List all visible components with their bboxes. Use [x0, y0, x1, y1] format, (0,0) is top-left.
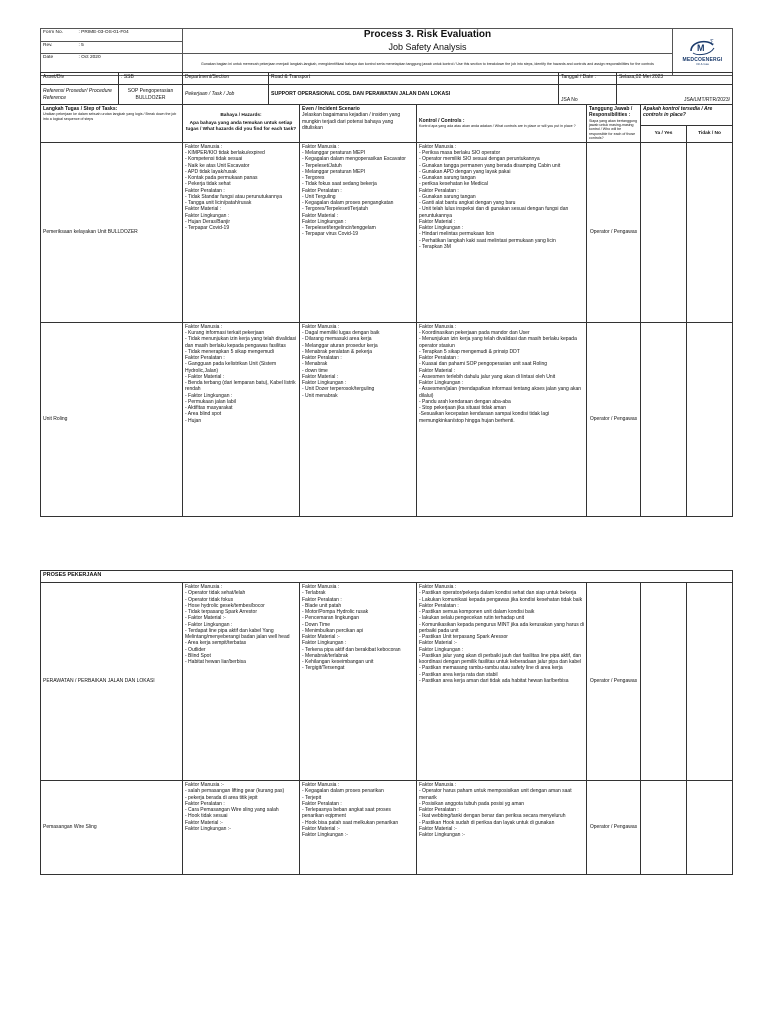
cell-line: Faktor Lingkungan :	[302, 380, 347, 387]
cell-line: - Kegagalan dalam proses pengangkatan	[302, 200, 394, 207]
cell-line: Faktor Peralatan :	[185, 355, 225, 362]
jsa-label: JSA No	[559, 85, 617, 105]
cell-line: - Ikat webbing/tanki dengan benar dan periksa secara menyeluruh	[419, 813, 566, 820]
cell-line: - periksa kesehatan ke Medical	[419, 181, 488, 188]
cell-line: - Terapkan 5 sikap mengemudi & prinsip DDT	[419, 348, 520, 355]
cell-line: - Lakukan komunikasi kepada pengawas jika kondisi kesehatan tidak baik	[419, 596, 583, 603]
dept-value: Road & Transport	[269, 73, 559, 85]
jsa-value: JSA/LMT/RTR/2023/	[617, 85, 733, 105]
rev-value: : 5	[77, 42, 183, 54]
cell-line: - Tidak fokus saat sedang bekerja	[302, 181, 377, 188]
cell-line: Faktor Manusia :	[185, 323, 223, 330]
cell-line: - Faktor Lingkungan :	[185, 621, 233, 628]
cell-line: - Blade unit patah	[302, 602, 342, 609]
cell-line: - Melanggar aturan prosedur kerja	[302, 342, 378, 349]
col-yes-header: Ya / Yes	[641, 126, 687, 143]
resp-cell: Operator / Pengawas	[587, 322, 641, 516]
col-in-place-header: Apakah kontrol tersedia / Are controls in place?	[641, 105, 733, 126]
controls-cell	[417, 142, 587, 322]
cell-line: - Operator tidak sehat/lelah	[185, 590, 246, 597]
cell-line: - Faktor Material :-	[185, 615, 226, 622]
cell-line: Faktor Material :-	[419, 825, 457, 832]
cell-line: Faktor Material :	[185, 206, 222, 213]
ref-value: SOP Pengoperasian BULLDOZER	[119, 85, 183, 105]
cell-line: - lakukan selalu pengecekan rutin terhadap unit	[419, 615, 525, 622]
cell-line: - Kurang informasi terkait pekerjaan	[185, 330, 265, 337]
cell-line: - Ganti alat bantu angkat dengan yang baru	[419, 200, 516, 207]
cell-line: Faktor Manusia :	[419, 584, 457, 590]
yes-checkbox-cell[interactable]	[641, 322, 687, 516]
cell-line: Faktor Lingkungan :-	[302, 832, 348, 838]
intro-text: Gunakan bagian ini untuk memecah pekerjaan menjadi langkah-langkah, mengidentifikasi bahaya dan kontrol serta menetapkan tanggung jawab untuk kontrol / Use this section to breakdown the job into steps, identify the hazards and controls and assign responsibilities for the controls	[183, 53, 673, 75]
controls-cell	[417, 781, 587, 875]
cell-line: - Gangguan pada kelistrikan Unit (Sistem Hydrolic,Jalan)	[185, 361, 278, 374]
cell-line: Faktor Peralatan :	[185, 187, 225, 194]
yes-checkbox-cell[interactable]	[641, 583, 687, 781]
cell-line: - Unit Terguling	[302, 193, 336, 200]
cell-line: Faktor Lingkungan :	[419, 646, 464, 653]
cell-line: - Terpeleset/Jatuh	[302, 162, 342, 169]
cell-line: - Kegagalan dalam mengoperasikan Escavator	[302, 156, 406, 163]
cell-line: Faktor Manusia :	[419, 143, 457, 150]
cell-line: Faktor Material :	[302, 373, 339, 380]
cell-line: - Unit Dozer terperosok/terguling	[302, 386, 375, 393]
cell-line: Faktor Manusia :	[185, 143, 223, 150]
cell-line: - Down Time	[302, 621, 331, 628]
date-value: : Oct 2020	[77, 53, 183, 75]
cell-line: Faktor Lingkungan :	[302, 218, 347, 225]
cell-line: - KIMPER/KIO tidak berlaku/expired	[185, 150, 265, 157]
col-hazards-header	[183, 105, 300, 143]
cell-line: - Pencemaran lingkungan	[302, 615, 359, 622]
resp-cell: Operator / Pengawas	[587, 142, 641, 322]
cell-line: - Unit telah lulus inspeksi dan di gunakan sesuai dengan fungsi dan peruntukannya	[419, 206, 570, 219]
no-checkbox-cell[interactable]	[687, 142, 733, 322]
cell-line: - Pastikan Hook sudah di periksa dan layak untuk di gunakan	[419, 819, 555, 826]
cell-line: - Menabrak/terlabrak	[302, 652, 349, 659]
task-label: Pekerjaan / Task / Job	[183, 85, 269, 105]
cell-line: Faktor Lingkungan :-	[419, 832, 465, 838]
cell-line: - Tidak menunjukan izin kerja yang telah divalidasi dan masih berlaku kepada pengawas fasilitas	[185, 336, 298, 349]
cell-line: - Pastikan Unit terpasang Spark Aressor	[419, 634, 508, 640]
no-checkbox-cell[interactable]	[687, 781, 733, 875]
hazards-title: Bahaya / Hazards:	[220, 113, 262, 119]
cell-line: - Kompetensi tidak sesuai	[185, 156, 243, 163]
cell-line: Faktor Peralatan :	[419, 807, 459, 813]
ref-label: Referensi Prosedur/ Procedure Reference	[41, 85, 119, 105]
cell-line: - Gunakan tangga permanen yang berada disamping Cabin unit	[419, 162, 561, 169]
cell-line: - Terjepit	[302, 794, 322, 801]
cell-line: Faktor Lingkungan :	[185, 212, 230, 219]
cell-line: Faktor Material :-	[302, 825, 340, 832]
cell-line: - Tergores	[302, 175, 325, 182]
cell-line: - Terkena pipa aktif dan berakibat kebocoran	[302, 646, 401, 653]
cell-line: - Pastikan operator/pekerja dalam kondisi sehat dan siap untuk bekerja	[419, 590, 577, 597]
info-table	[40, 72, 733, 105]
table-row	[41, 781, 733, 875]
cell-line: Faktor Peralatan :	[302, 596, 342, 603]
cell-line: Faktor Manusia :	[419, 323, 457, 330]
jsa-table-bottom	[40, 570, 733, 875]
cell-line: - Aktifitas masyarakat	[185, 405, 233, 412]
cell-line: - Hook bisa patah saat melkukan penarikan	[302, 819, 399, 826]
logo-text: MEDCOENERGI	[682, 56, 723, 63]
cell-line: - Menimbulkan percikan api	[302, 627, 364, 634]
cell-line: - Area kerja sempit/terbatas	[185, 640, 247, 647]
cell-line: Faktor Manusia :	[185, 584, 223, 590]
steps-title: Langkah Tugas / Step of Tasks:	[43, 106, 118, 112]
cell-line: Faktor Manusia :	[302, 782, 340, 788]
cell-line: Faktor Peralatan :	[302, 187, 342, 194]
cell-line: - APD tidak layak/rusak	[185, 168, 237, 175]
cell-line: - Faktor Material :	[185, 373, 225, 380]
cell-line: - Tergores/Terpeleset/Terjatuh	[302, 206, 369, 213]
cell-line: - Unit menabrak	[302, 392, 338, 399]
yes-checkbox-cell[interactable]	[641, 142, 687, 322]
cell-line: - Hujan Deras/Banjir	[185, 218, 231, 225]
dept-label: Department/Section	[183, 73, 269, 85]
cell-line: - Perhatikan langkah kaki saat melintasi permukaan yang licin	[419, 237, 556, 244]
cell-line: Faktor Lingkungan :-	[185, 825, 231, 832]
cell-line: - Terlabrak	[302, 590, 326, 597]
col-event-header	[300, 105, 417, 143]
cell-line: - Dagal memiliki lugas dengan baik	[302, 330, 380, 337]
resp-title: Tanggung Jawab / Responsibilities :	[589, 106, 633, 119]
table-row	[41, 322, 733, 516]
controls-cell	[417, 583, 587, 781]
cell-line: - Periksa masa berlaku SIO operator	[419, 150, 501, 157]
cell-line: - down time	[302, 367, 328, 374]
asset-value: : SSB	[119, 73, 183, 85]
cell-line: Faktor Material :-	[302, 634, 340, 640]
cell-line: - Blind Spot	[185, 652, 211, 659]
col-resp-header	[587, 105, 641, 143]
cell-line: Faktor Material :	[419, 367, 456, 374]
cell-line: - Komunikasikan kepada pengurus MINT jika ada kerusakan yang harus di perbaiki pada unit	[419, 621, 586, 634]
cell-line: - Gunakan sarung tangan	[419, 175, 476, 182]
cell-line: Faktor Lingkungan :	[302, 640, 347, 647]
cell-line: - Terpapar virus Covid-19	[302, 231, 359, 238]
controls-cell	[417, 322, 587, 516]
medco-logo-icon	[686, 37, 720, 57]
hazards-cell	[183, 322, 300, 516]
resp-cell: Operator / Pengawas	[587, 583, 641, 781]
task-cell: Pemeriksaan kelayakan Unit BULLDOZER	[41, 142, 183, 322]
cell-line: - Tergigit/Tersengat	[302, 665, 345, 672]
no-checkbox-cell[interactable]	[687, 322, 733, 516]
cell-line: Faktor Manusia :-	[185, 782, 224, 788]
controls-desc: Kontrol apa yang ada atau akan anda adakan / What controls are in place or will you put in place ?	[419, 124, 576, 129]
cell-line: - Pastikan semua komponen unit dalam kondisi baik	[419, 609, 535, 615]
cell-line: - Pastikan area kerja rata dan stabil	[419, 671, 498, 678]
event-cell	[300, 781, 417, 875]
svg-text:M: M	[696, 42, 704, 53]
cell-line: - Terlepasnya beban angkat saat proses penarikan eqipment	[302, 807, 393, 820]
hazards-cell	[183, 142, 300, 322]
header-table	[40, 28, 733, 76]
col-controls-header	[417, 105, 587, 143]
cell-line: - Hook tidak sesuai	[185, 813, 228, 820]
cell-line: - Hujan	[185, 417, 202, 424]
cell-line: Faktor Manusia :	[302, 323, 340, 330]
resp-desc: Siapa yang akan bertanggung jawab untuk masing-masing kontrol / Who will be responsible for each of those controls?	[589, 118, 637, 141]
cell-line: - Naik ke atas Unit Escavator	[185, 162, 250, 169]
cell-line: - Menabrak peralatan & pekerja	[302, 348, 373, 355]
cell-line: - Hindari melintas permukaan licin	[419, 231, 495, 238]
event-cell	[300, 583, 417, 781]
page-title: Process 3. Risk Evaluation	[183, 29, 673, 42]
cell-line: - Terpapar Covid-19	[185, 225, 230, 232]
medco-logo	[673, 29, 732, 75]
cell-line: Faktor Manusia :	[302, 143, 340, 150]
cell-line: - Pekerja tidak sehat	[185, 181, 231, 188]
rev-label: Rev.	[41, 42, 77, 54]
table-row	[41, 583, 733, 781]
cell-line: - Assesmen terlebih dahulu jalur yang akan di lintasi oleh Unit	[419, 373, 556, 380]
cell-line: - Kehilangan keseimbangan unit	[302, 659, 374, 665]
controls-title: Kontrol / Controls :	[419, 118, 465, 125]
resp-cell: Operator / Pengawas	[587, 781, 641, 875]
cell-line: Faktor Material :	[302, 212, 339, 219]
form-no-label: Form No.	[41, 29, 77, 42]
event-title: Even / Incident Scenario	[302, 106, 360, 112]
cell-line: Faktor Lingkungan :	[419, 380, 464, 387]
cell-line: Faktor Peralatan :	[419, 355, 459, 362]
cell-line: Faktor Peralatan :	[302, 355, 342, 362]
asset-label: Asset/Div	[41, 73, 119, 85]
task-cell: Unit Roling	[41, 322, 183, 516]
col-no-header: Tidak / No	[687, 126, 733, 143]
cell-line: Faktor Peralatan :	[185, 800, 225, 807]
cell-line: - Pastikan memasang rambu-rambu atau safety line di area kerja	[419, 665, 563, 672]
cell-line: - Motor/Pompa Hydrolic rusak	[302, 609, 369, 615]
logo-cell	[673, 29, 733, 76]
cell-line: - Cara Pemasangan Wire sling yang salah	[185, 807, 279, 813]
cell-line: - Kegagalan dalam proses penarikan	[302, 788, 384, 795]
jsa-table-top	[40, 104, 733, 517]
cell-line: - Menabrak	[302, 361, 328, 368]
cell-line: - Terdapat line pipa aktif dan kabel Yang Melintang/menyeberangi badan jalan well head	[185, 627, 290, 640]
cell-line: -Sesuaikan kecepatan kendaraan sampai kondisi tidak lagi memungkinkan/stop hingga hujan berhenti.	[419, 411, 551, 424]
cell-line: - Gunakan sarung tangan	[419, 193, 476, 200]
cell-line: Faktor Peralatan :	[419, 187, 459, 194]
cell-line: Faktor Material :	[419, 218, 456, 225]
cell-line: - Habitat hewan liar/berbisa	[185, 659, 246, 665]
cell-line: - Operator tidak fokus	[185, 596, 234, 603]
task-value: SUPPORT OPERASIONAL COSL DAN PERAWATAN JALAN DAN LOKASI	[269, 85, 559, 105]
cell-line: - salah pemasangan lifting gear (kurang pas)	[185, 788, 285, 795]
hazards-cell	[183, 583, 300, 781]
steps-desc: Uraikan pekerjaan ke dalam sebuah urutan langkah yang logis / Break down the job into a logical sequence of steps	[43, 112, 177, 121]
yes-checkbox-cell[interactable]	[641, 781, 687, 875]
date-field-label: Tanggal / Date :	[559, 73, 617, 85]
cell-line: - Pandu arah kendaraan dengan aba-aba	[419, 398, 511, 405]
event-desc: Jelaskan bagaimana kejadian / insiden yang mungkin terjadi dari potensi bahaya yang dituliskan	[302, 112, 401, 131]
cell-line: - Hose hydrolic gesek/tembes/bocor	[185, 602, 265, 609]
form-no-value: : PRIME-03-OS-01-F04	[77, 29, 183, 42]
cell-line: - Dilarang memasuki area kerja	[302, 336, 372, 343]
cell-line: - Assesmen/jalan (mendapatkan informasi tentang akses jalan yang akan dilalui)	[419, 386, 583, 399]
cell-line: Faktor Lingkungan :	[419, 225, 464, 232]
cell-line: Faktor Material :-	[419, 640, 457, 647]
cell-line: - Gunakan APD dengan yang layak pakai	[419, 168, 511, 175]
cell-line: - Terpeleset/tergelincir/tenggelam	[302, 225, 376, 232]
event-cell	[300, 322, 417, 516]
cell-line: - Pastikan area kerja aman dari tidak ada habitat hewan liar/berbisa	[419, 677, 569, 684]
cell-line: - Tidak Standar fungsi atau perunutukannya	[185, 193, 283, 200]
no-checkbox-cell[interactable]	[687, 583, 733, 781]
cell-line: - Terapkan 3M	[419, 243, 451, 250]
page-subtitle: Job Safety Analysis	[183, 42, 673, 54]
cell-line: - Pastikan jalur yang akan di perbaiki jauh dari fasilitas line pipa aktif, dan koordinasi dengan pemilik fasilitas untuk keberadaan jalur pipa dan kabel	[419, 652, 583, 665]
cell-line: - Melanggar peraturan MEPI	[302, 150, 366, 157]
section-title: PROSES PEKERJAAN	[41, 571, 733, 583]
cell-line: - pekerja berada di area titik jepit	[185, 794, 258, 801]
cell-line: Faktor Peralatan :	[419, 602, 459, 609]
cell-line: - Area blind spot	[185, 411, 222, 418]
svg-text:Σ: Σ	[709, 39, 714, 46]
cell-line: Faktor Manusia :	[419, 782, 457, 788]
cell-line: - Kontak pada permukaan panas	[185, 175, 258, 182]
cell-line: - Operator memiliki SIO sesuai dengan peruntukannya	[419, 156, 540, 163]
hazards-cell	[183, 781, 300, 875]
cell-line: - Koordinasikan pekerjaan pada mandor dan User	[419, 330, 530, 337]
cell-line: Faktor Peralatan :	[302, 800, 342, 807]
cell-line: Faktor Material :-	[185, 819, 223, 826]
cell-line: - Faktor Lingkungan :	[185, 392, 233, 399]
cell-line: Faktor Manusia :	[302, 584, 340, 590]
cell-line: - Benda terbang (dari lemparan batu), Kabel listrik rendah	[185, 380, 298, 393]
cell-line: - Permukaan jalan labil	[185, 398, 236, 405]
cell-line: - Outlider	[185, 646, 206, 653]
task-cell: PERAWATAN / PERBAIKAN JALAN DAN LOKASI	[41, 583, 183, 781]
table-row	[41, 142, 733, 322]
cell-line: - Posisikan anggota tubuh pada posisi yg aman	[419, 800, 525, 807]
cell-line: - Tidak menerapkan 5 sikap mengemudi	[185, 348, 274, 355]
cell-line: - Kuasai dan pahami SOP pengoperasian unit saat Roling	[419, 361, 548, 368]
cell-line: - Melanggar peraturan MEPI	[302, 168, 366, 175]
logo-subtext: Oil & Gas	[696, 62, 709, 67]
cell-line: - Stop pekerjaan jika situasi tidak aman	[419, 405, 506, 412]
cell-line: - Tidak terpasang Spark Arrestor	[185, 609, 257, 615]
cell-line: - Operator harus paham untuk memposisikan unit dengan aman saat menarik	[419, 788, 573, 801]
date-label: Date	[41, 53, 77, 75]
cell-line: - Menunjukan izin kerja yang telah divalidasi dan masih berlaku kepada operator stasiun	[419, 336, 579, 349]
event-cell	[300, 142, 417, 322]
task-cell: Pemasangan Wire Sling	[41, 781, 183, 875]
col-steps-header	[41, 105, 183, 143]
date-field-value: Selasa,02 Mei 2023	[617, 73, 733, 85]
cell-line: - Tangga unit licin/patah/rusak	[185, 200, 252, 207]
hazards-desc: Apa bahaya yang anda temukan untuk setiap tugas / What hazards did you find for each task?	[185, 121, 297, 133]
